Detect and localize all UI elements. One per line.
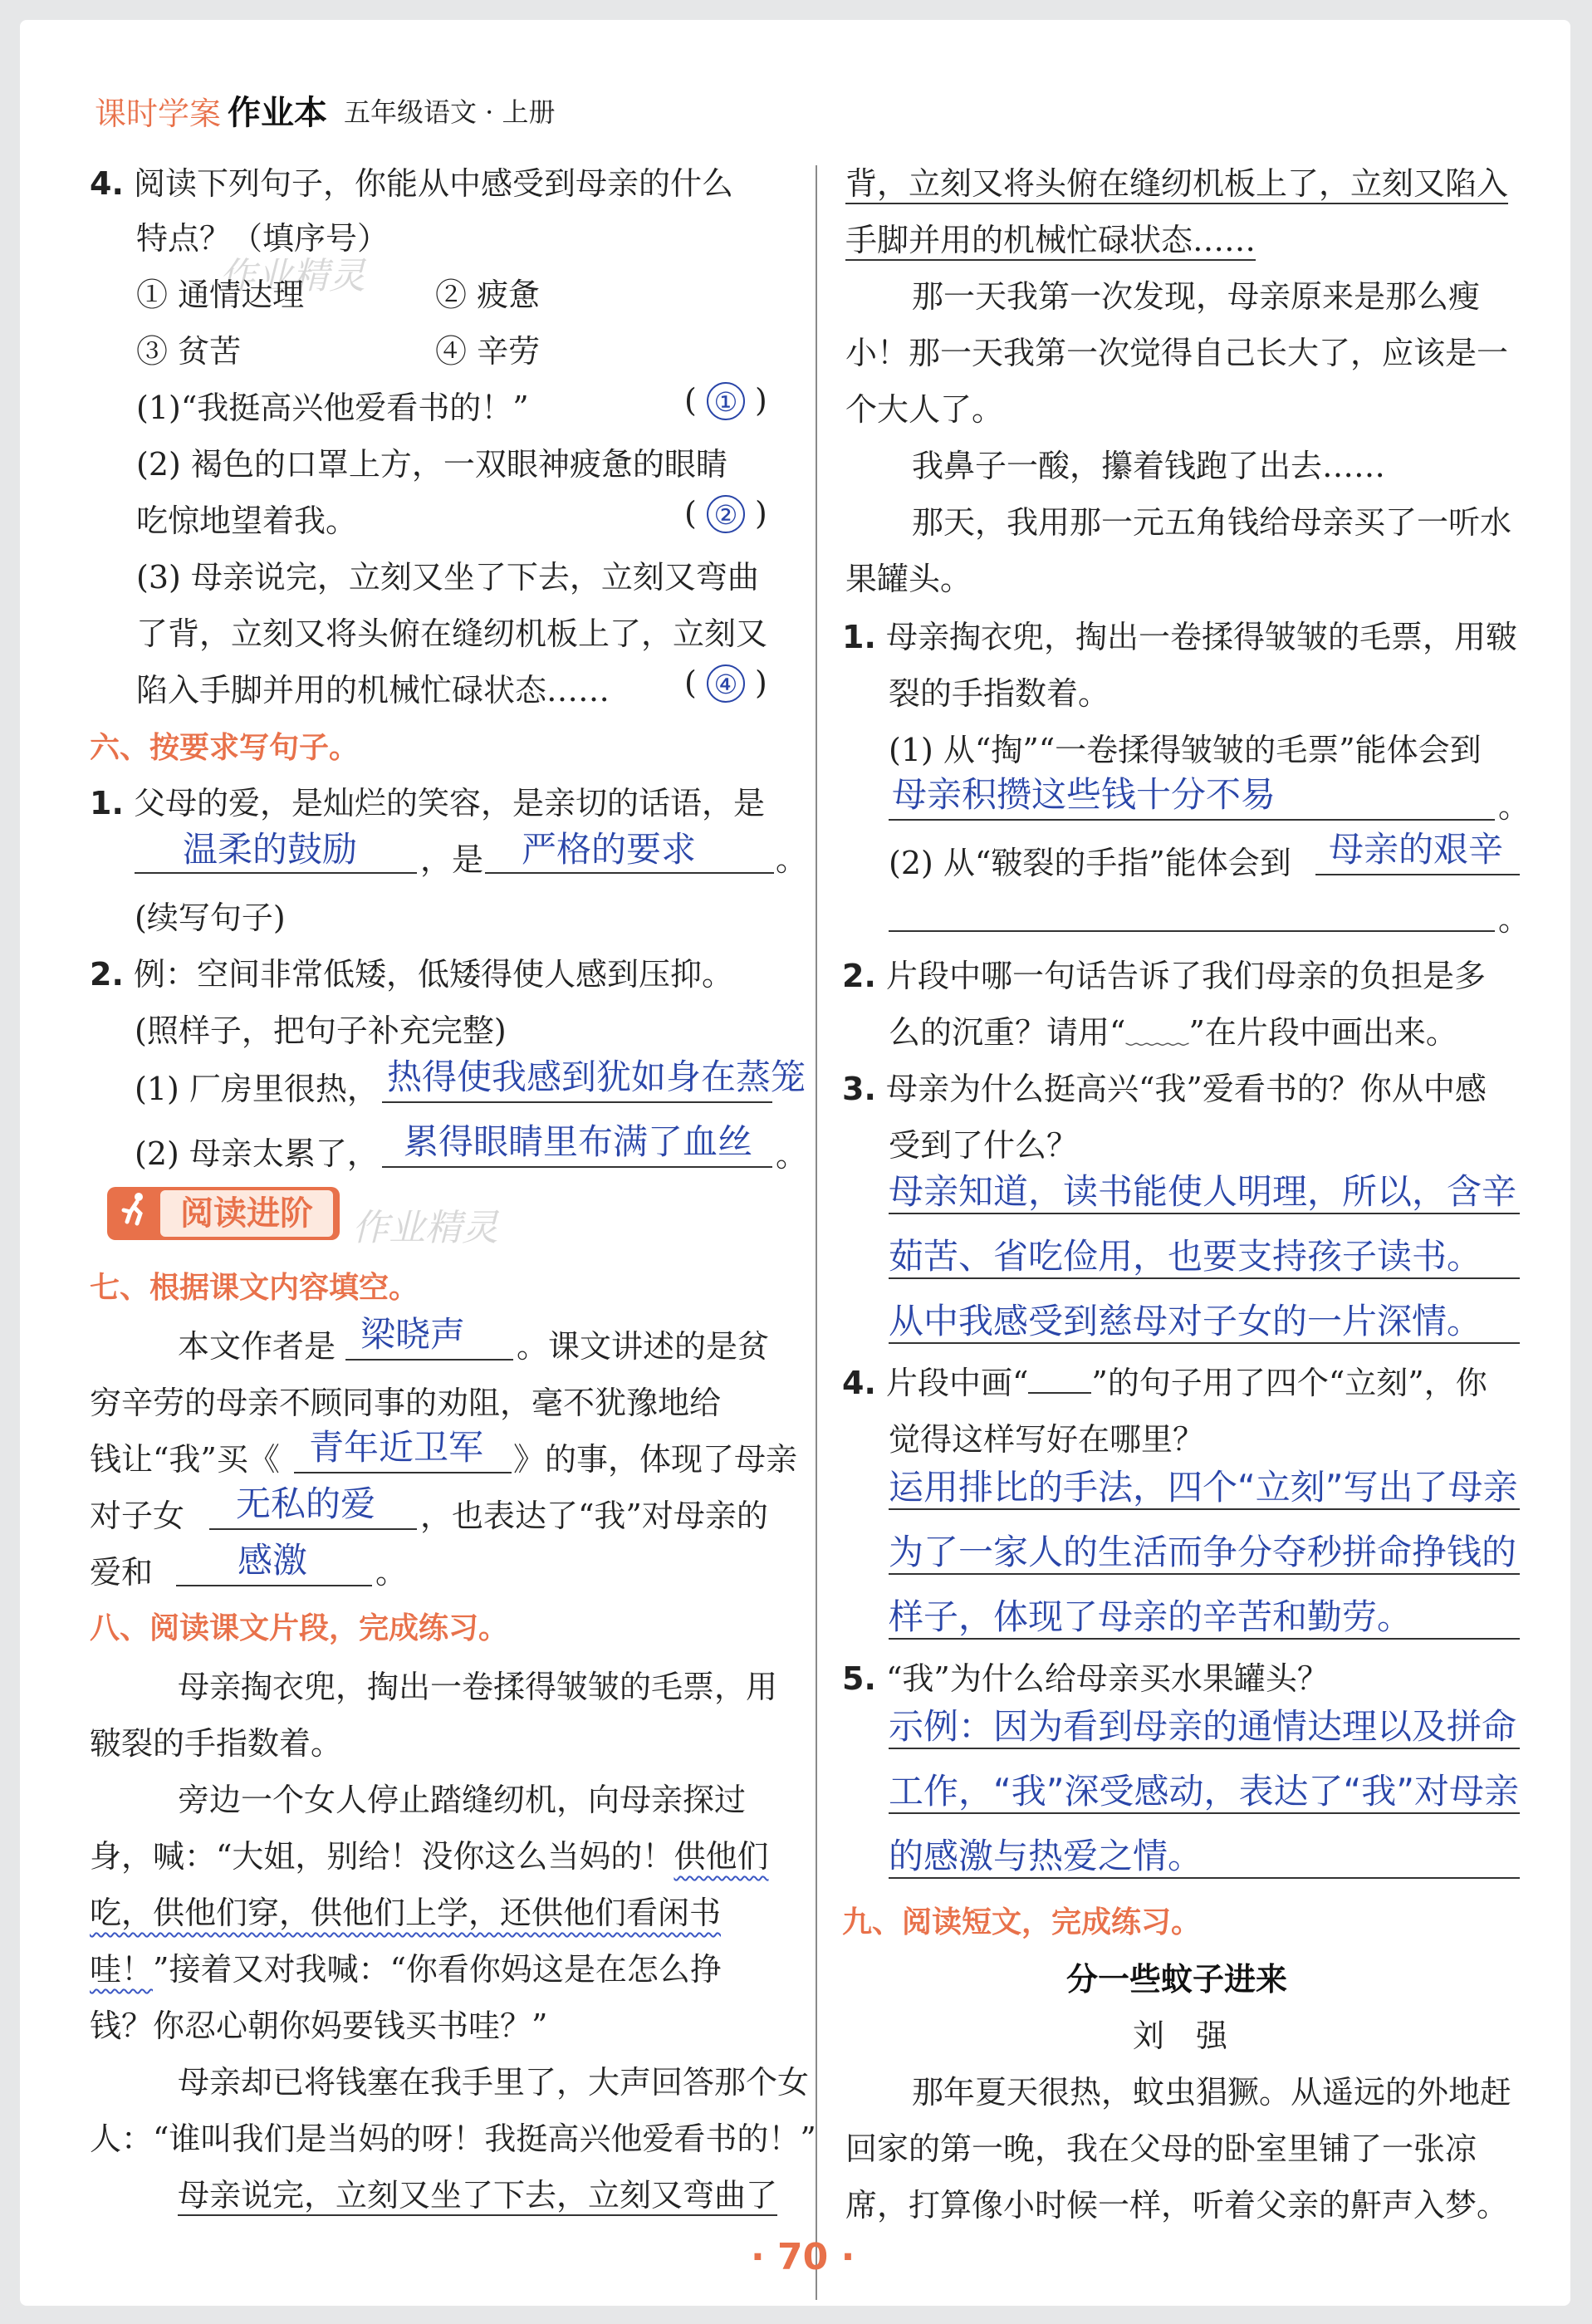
sec8-q4-answer-line: 为了一家人的生活而争分夺秒拼命挣钱的 xyxy=(889,1532,1517,1572)
sec6-q2-answer-2: 累得眼睛里布满了血丝 xyxy=(404,1121,753,1162)
sec6-q1-answer-2: 严格的要求 xyxy=(522,829,697,870)
sec8-q5-answer-line: 的感激与热爱之情。 xyxy=(889,1836,1203,1876)
reading-badge xyxy=(107,1187,340,1240)
wavy-underlined-text: 吃，供他们穿，供他们上学，还供他们看闲书 xyxy=(90,1895,722,1931)
sec7-l5a: 爱和 xyxy=(90,1554,154,1591)
story-line: 那年夏天很热，蚊虫猖獗。从遥远的外地赶 xyxy=(912,2074,1512,2111)
sec6-q1-mid: ，是 xyxy=(420,841,484,878)
q4-line1: 4. 阅读下列句子，你能从中感受到母亲的什么 xyxy=(90,165,733,202)
passage-line: 皲裂的手指数着。 xyxy=(90,1725,343,1762)
sec8-q1-end-2: 。 xyxy=(1498,901,1531,938)
q4-option-1: ① 通情达理 xyxy=(136,277,305,313)
blank-line xyxy=(382,1166,772,1168)
blank-line xyxy=(209,1528,417,1530)
blank-line xyxy=(889,1573,1520,1575)
passage-line: 小！那一天我第一次觉得自己长大了，应该是一 xyxy=(845,335,1509,371)
passage-line: 那天，我用那一元五角钱给母亲买了一听水 xyxy=(912,504,1512,541)
wavy-underlined-text: 哇！ xyxy=(90,1951,154,1988)
blank-line xyxy=(176,1585,372,1586)
blank-line xyxy=(889,1748,1520,1749)
reading-badge-label: 阅读进阶 xyxy=(160,1190,333,1237)
sec8-q4-answer-line: 样子，体现了母亲的辛苦和勤劳。 xyxy=(889,1596,1413,1637)
q4-sentence-3a: (3) 母亲说完，立刻又坐了下去，立刻又弯曲 xyxy=(136,559,759,596)
sec8-q1-line1: 1. 母亲掏衣兜，掏出一卷揉得皱皱的毛票，用皲 xyxy=(842,619,1517,655)
passage-line: 我鼻子一酸，攥着钱跑了出去…… xyxy=(912,448,1386,484)
sec8-q3-answer-line: 从中我感受到慈母对子女的一片深情。 xyxy=(889,1301,1482,1341)
q4-option-2: ② 疲惫 xyxy=(435,277,541,313)
sec7-l1a: 本文作者是 xyxy=(178,1328,336,1365)
sec6-q2-text: 2. 例：空间非常低矮，低矮得使人感到压抑。 xyxy=(90,956,733,993)
sec8-q3-line2: 受到了什么？ xyxy=(889,1127,1079,1164)
sec7-l2: 穷辛劳的母亲不顾同事的劝阻，毫不犹豫地给 xyxy=(90,1385,722,1421)
sec6-q2-s2: (2) 母亲太累了， xyxy=(135,1135,379,1172)
sec8-q1-s1: (1) 从“掏”“一卷揉得皱皱的毛票”能体会到 xyxy=(889,732,1482,768)
straight-underlined-text: 背，立刻又将头俯在缝纫机板上了，立刻又陷入 xyxy=(845,165,1509,202)
passage-line: 那一天我第一次发现，母亲原来是那么瘦 xyxy=(912,278,1481,315)
sec6-q1-note: (续写句子) xyxy=(135,900,286,936)
passage-line: 个大人了。 xyxy=(845,391,1004,428)
sec8-q1-line2: 裂的手指数着。 xyxy=(889,675,1110,712)
q4-line2: 特点？（填序号） xyxy=(136,220,389,257)
section-8-title: 八、阅读课文片段，完成练习。 xyxy=(90,1611,509,1645)
blank-line xyxy=(1315,874,1520,875)
q4-answer-1: ( ① ) xyxy=(684,382,767,419)
header-series: 课时学案 xyxy=(95,96,222,132)
sec8-q4-line2: 觉得这样写好在哪里？ xyxy=(889,1421,1205,1458)
passage-line: 母亲掏衣兜，掏出一卷揉得皱皱的毛票，用 xyxy=(178,1669,778,1705)
q4-answer-3: ( ④ ) xyxy=(684,664,767,701)
blank-line xyxy=(889,1342,1520,1344)
sec7-answer-author: 梁晓声 xyxy=(360,1314,466,1355)
column-divider xyxy=(816,165,817,2300)
sec7-l1b: 。课文讲述的是贫 xyxy=(517,1328,770,1365)
sec6-q2-s1: (1) 厂房里很热， xyxy=(135,1071,379,1107)
sec8-q5-answer-line: 工作，“我”深受感动，表达了“我”对母亲 xyxy=(889,1771,1520,1812)
q4-answer-2: ( ② ) xyxy=(684,495,767,532)
blank-line xyxy=(889,1213,1520,1214)
section-9-title: 九、阅读短文，完成练习。 xyxy=(842,1905,1202,1939)
watermark: 作业精灵 xyxy=(352,1207,498,1249)
header-book: 作业本 xyxy=(228,94,327,132)
sec7-l5b: 。 xyxy=(375,1554,408,1591)
sec7-answer-love: 无私的爱 xyxy=(236,1483,376,1524)
passage-line: 钱？你忍心朝你妈要钱买书哇？” xyxy=(90,2008,548,2044)
sec8-q5-line1: 5. “我”为什么给母亲买水果罐头？ xyxy=(842,1660,1329,1697)
blank-line xyxy=(889,1277,1520,1279)
sec6-q1-answer-1: 温柔的鼓励 xyxy=(183,829,358,870)
running-figure-icon xyxy=(110,1190,157,1237)
blank-line xyxy=(135,872,417,874)
sec8-q1-answer-1: 母亲积攒这些钱十分不易 xyxy=(892,774,1276,815)
sec6-q2-note: (照样子，把句子补充完整) xyxy=(135,1012,507,1049)
sec8-q5-answer-line: 示例：因为看到母亲的通情达理以及拼命 xyxy=(889,1706,1517,1747)
page-number: · 70 · xyxy=(751,2236,855,2278)
header-subject: 五年级语文 · 上册 xyxy=(344,96,556,128)
blank-line xyxy=(485,872,774,874)
sec8-q2-line1: 2. 片段中哪一句话告诉了我们母亲的负担是多 xyxy=(842,958,1486,994)
blank-line xyxy=(889,1638,1520,1640)
passage-line: 母亲却已将钱塞在我手里了，大声回答那个女 xyxy=(178,2064,810,2101)
sec8-q1-end: 。 xyxy=(1498,788,1531,825)
story-title: 分一些蚊子进来 xyxy=(1066,1961,1288,1998)
q4-option-3: ③ 贫苦 xyxy=(136,333,242,370)
section-6-title: 六、按要求写句子。 xyxy=(90,731,360,765)
passage-line: 哇！”接着又对我喊：“你看你妈这是在怎么挣 xyxy=(90,1951,722,1988)
sec7-l3b: 》的事，体现了母亲 xyxy=(513,1441,798,1478)
straight-underlined-text: 手脚并用的机械忙碌状态…… xyxy=(845,222,1256,258)
section-7-title: 七、根据课文内容填空。 xyxy=(90,1271,419,1305)
page xyxy=(20,20,1570,2306)
sec8-q4-answer-line: 运用排比的手法，四个“立刻”写出了母亲 xyxy=(889,1467,1518,1508)
passage-line: 旁边一个女人停止踏缝纫机，向母亲探过 xyxy=(178,1782,747,1818)
sec8-q3-answer-line: 母亲知道，读书能使人明理，所以，含辛 xyxy=(889,1171,1517,1212)
story-line: 回家的第一晚，我在父母的卧室里铺了一张凉 xyxy=(845,2130,1477,2167)
blank-line xyxy=(382,1101,772,1103)
q4-sentence-3b: 了背，立刻又将头俯在缝纫机板上了，立刻又 xyxy=(136,615,768,652)
sec8-q3-line1: 3. 母亲为什么挺高兴“我”爱看书的？你从中感 xyxy=(842,1071,1487,1107)
sec7-l3a: 钱让“我”买《 xyxy=(90,1441,280,1478)
passage-line: 身，喊：“大姐，别给！没你这么当妈的！供他们 xyxy=(90,1838,769,1875)
q4-sentence-2b: 吃惊地望着我。 xyxy=(136,503,358,539)
q4-sentence-2a: (2) 褐色的口罩上方，一双眼神疲惫的眼睛 xyxy=(136,446,727,483)
q4-option-4: ④ 辛劳 xyxy=(435,333,541,370)
sec6-q1-text: 1. 父母的爱，是灿烂的笑容，是亲切的话语，是 xyxy=(90,785,765,821)
sec7-answer-book: 青年近卫军 xyxy=(309,1427,484,1468)
blank-line xyxy=(889,819,1495,821)
q4-sentence-1: (1)“我挺高兴他爱看书的！” xyxy=(136,390,529,426)
blank-line xyxy=(889,1812,1520,1814)
sec8-q4-line1: 4. 片段中画“ ”的句子用了四个“立刻”，你 xyxy=(842,1365,1487,1401)
sec7-l4a: 对子女 xyxy=(90,1498,185,1534)
blank-line xyxy=(889,930,1495,932)
sec7-l4b: ，也表达了“我”对母亲的 xyxy=(420,1498,768,1534)
sec8-q3-answer-line: 茹苦、省吃俭用，也要支持孩子读书。 xyxy=(889,1236,1482,1277)
blank-line xyxy=(889,1877,1520,1879)
sec6-q1-end: 。 xyxy=(776,841,808,878)
story-author: 刘 强 xyxy=(1133,2018,1228,2054)
straight-underlined-text: 母亲说完，立刻又坐了下去，立刻又弯曲了 xyxy=(178,2177,778,2214)
passage-line: 人：“谁叫我们是当妈的呀！我挺高兴他爱看书的！” xyxy=(90,2121,816,2157)
sec8-q1-s2: (2) 从“皲裂的手指”能体会到 xyxy=(889,845,1291,881)
sec8-q1-answer-2: 母亲的艰辛 xyxy=(1329,829,1504,870)
blank-line xyxy=(889,1508,1520,1510)
passage-line: 果罐头。 xyxy=(845,561,972,597)
sec8-q2-line2: 么的沉重？请用“﹏﹏”在片段中画出来。 xyxy=(889,1014,1457,1051)
sec7-answer-gratitude: 感激 xyxy=(238,1540,308,1581)
sec6-q2-answer-1: 热得使我感到犹如身在蒸笼 xyxy=(387,1057,806,1097)
blank-line xyxy=(294,1472,512,1473)
wavy-underlined-text: 供他们 xyxy=(674,1838,769,1875)
story-line: 席，打算像小时候一样，听着父亲的鼾声入梦。 xyxy=(845,2187,1509,2223)
blank-line xyxy=(345,1359,513,1361)
q4-sentence-3c: 陷入手脚并用的机械忙碌状态…… xyxy=(136,672,610,708)
watermark: 作业精灵 xyxy=(219,255,365,297)
sec6-q2-end: 。 xyxy=(776,1137,808,1174)
